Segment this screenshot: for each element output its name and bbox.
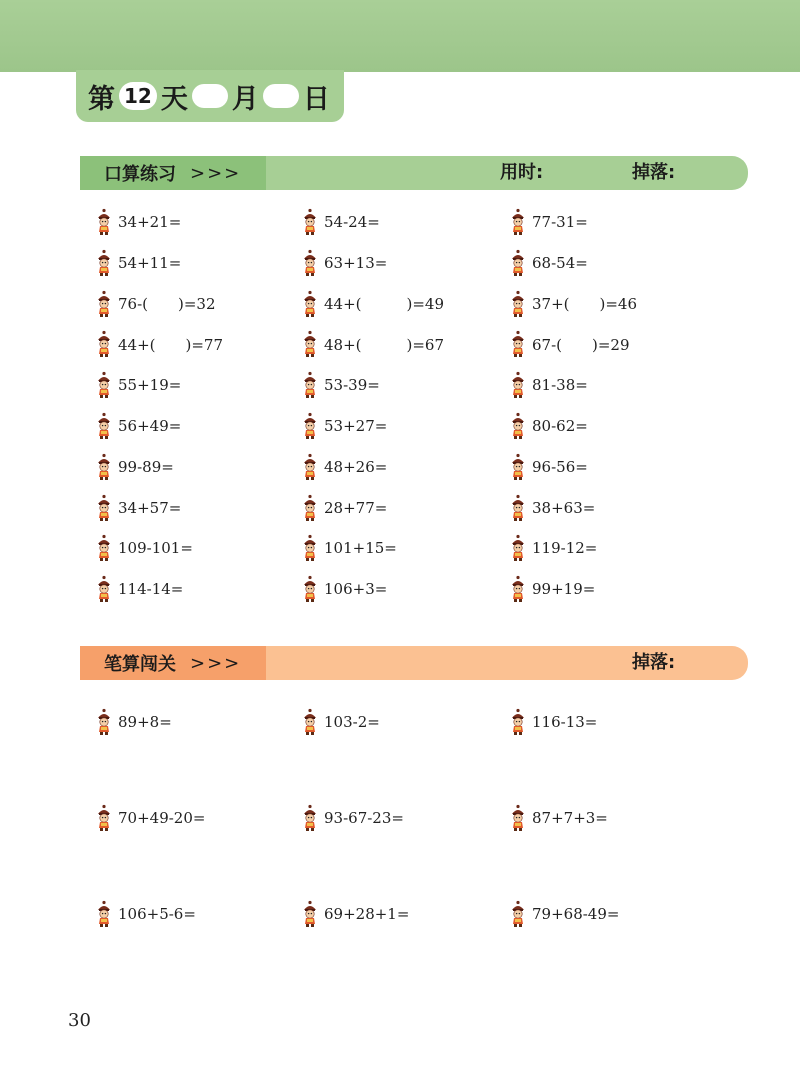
problem-text: 28+77= xyxy=(324,498,388,517)
problem-item xyxy=(510,534,597,562)
problem-text: 37+( )=46 xyxy=(532,295,638,314)
mascot-icon xyxy=(96,208,112,236)
problem-item xyxy=(302,494,387,522)
problem-item xyxy=(302,371,380,399)
mascot-icon xyxy=(302,708,318,736)
mascot-icon xyxy=(96,249,112,277)
problem-item xyxy=(302,804,404,832)
problem-text: 101+15= xyxy=(324,539,397,558)
mascot-icon xyxy=(96,804,112,832)
problem-text: 109-101= xyxy=(118,539,193,558)
oral-arrows: >>> xyxy=(190,162,242,184)
mascot-icon xyxy=(510,534,526,562)
problem-text: 114-14= xyxy=(118,580,184,599)
problem-item xyxy=(510,330,630,358)
problem-text: 99-89= xyxy=(118,457,174,476)
mascot-icon xyxy=(510,208,526,236)
mascot-icon xyxy=(510,453,526,481)
mascot-icon xyxy=(302,371,318,399)
problem-text: 77-31= xyxy=(532,213,588,231)
problem-text: 55+19= xyxy=(118,376,182,395)
problem-text: 44+( )=49 xyxy=(324,295,445,314)
mascot-icon xyxy=(510,371,526,399)
problem-item xyxy=(510,900,619,928)
mascot-icon xyxy=(510,575,526,603)
problem-text: 103-2= xyxy=(324,713,380,731)
problem-item xyxy=(510,290,637,318)
problem-item xyxy=(96,900,196,928)
problem-text: 48+26= xyxy=(324,457,388,476)
mascot-icon xyxy=(302,900,318,928)
oral-section-bar xyxy=(80,156,748,190)
problem-text: 70+49-20= xyxy=(118,809,206,827)
mascot-icon xyxy=(96,371,112,399)
written-section-bar xyxy=(80,646,748,680)
day-header xyxy=(76,70,344,122)
problem-item xyxy=(302,900,409,928)
problem-item xyxy=(302,575,387,603)
problem-text: 81-38= xyxy=(532,376,588,395)
problem-item xyxy=(510,412,588,440)
mascot-icon xyxy=(510,412,526,440)
problem-text: 99+19= xyxy=(532,580,596,599)
mascot-icon xyxy=(302,804,318,832)
problem-item xyxy=(510,208,588,236)
mascot-icon xyxy=(302,453,318,481)
mascot-icon xyxy=(96,494,112,522)
problem-text: 34+57= xyxy=(118,498,182,517)
problem-text: 54+11= xyxy=(118,253,182,272)
mascot-icon xyxy=(96,412,112,440)
oral-section-label xyxy=(80,156,266,190)
problem-item xyxy=(302,453,387,481)
oral-section-title: 口算练习 xyxy=(104,164,176,185)
day-prefix: 第 xyxy=(88,83,115,115)
mascot-icon xyxy=(302,208,318,236)
mascot-icon xyxy=(510,900,526,928)
day-number: 12 xyxy=(119,82,157,110)
problem-text: 106+5-6= xyxy=(118,905,196,923)
day-suffix: 天 xyxy=(160,83,188,115)
mascot-icon xyxy=(510,494,526,522)
mascot-icon xyxy=(510,708,526,736)
problem-item xyxy=(302,208,380,236)
month-blank xyxy=(192,84,228,108)
problem-text: 63+13= xyxy=(324,253,388,272)
problem-text: 67-( )=29 xyxy=(532,335,630,354)
mascot-icon xyxy=(96,290,112,318)
problem-text: 76-( )=32 xyxy=(118,295,216,314)
mascot-icon xyxy=(302,494,318,522)
problem-text: 53-39= xyxy=(324,376,380,395)
problem-item xyxy=(510,804,608,832)
mascot-icon xyxy=(302,290,318,318)
problem-item xyxy=(510,494,595,522)
problem-text: 56+49= xyxy=(118,417,182,435)
problem-item xyxy=(96,575,183,603)
problem-text: 119-12= xyxy=(532,539,598,558)
problem-item xyxy=(510,371,588,399)
problem-item xyxy=(302,708,380,736)
problem-item xyxy=(302,534,397,562)
problem-text: 89+8= xyxy=(118,713,172,731)
mascot-icon xyxy=(302,575,318,603)
problem-item xyxy=(510,453,588,481)
problem-item xyxy=(302,290,444,318)
problem-text: 44+( )=77 xyxy=(118,335,224,354)
problem-text: 53+27= xyxy=(324,417,388,435)
problem-item xyxy=(96,371,181,399)
problem-item xyxy=(96,330,223,358)
problem-text: 87+7+3= xyxy=(532,809,608,827)
problem-item xyxy=(96,412,181,440)
problem-item xyxy=(510,708,597,736)
oral-dropped-label: 掉落: xyxy=(632,162,676,183)
problem-text: 68-54= xyxy=(532,253,588,272)
mascot-icon xyxy=(96,453,112,481)
mascot-icon xyxy=(96,575,112,603)
problem-item xyxy=(96,453,174,481)
problem-item xyxy=(510,575,595,603)
problem-item xyxy=(96,708,172,736)
problem-item xyxy=(96,804,205,832)
problem-item xyxy=(96,494,181,522)
problem-text: 116-13= xyxy=(532,713,598,731)
mascot-icon xyxy=(510,249,526,277)
page-number: 30 xyxy=(68,1010,91,1031)
problem-item xyxy=(96,534,193,562)
problem-text: 96-56= xyxy=(532,457,588,476)
top-decorative-band xyxy=(0,0,800,72)
problem-text: 34+21= xyxy=(118,213,182,231)
problem-text: 80-62= xyxy=(532,417,588,435)
problem-item xyxy=(96,290,216,318)
mascot-icon xyxy=(510,290,526,318)
problem-text: 93-67-23= xyxy=(324,809,404,827)
date-label: 日 xyxy=(302,83,330,115)
problem-text: 69+28+1= xyxy=(324,905,410,923)
date-blank xyxy=(263,84,299,108)
month-label: 月 xyxy=(231,83,259,115)
problem-text: 79+68-49= xyxy=(532,905,620,923)
problem-item xyxy=(302,249,387,277)
problem-text: 38+63= xyxy=(532,498,596,517)
problem-item xyxy=(96,249,181,277)
mascot-icon xyxy=(96,534,112,562)
mascot-icon xyxy=(302,249,318,277)
mascot-icon xyxy=(510,804,526,832)
time-label: 用时: xyxy=(500,162,544,183)
problem-text: 106+3= xyxy=(324,580,388,599)
problem-item xyxy=(302,412,387,440)
mascot-icon xyxy=(302,330,318,358)
mascot-icon xyxy=(96,900,112,928)
problem-text: 54-24= xyxy=(324,213,380,231)
problem-text: 48+( )=67 xyxy=(324,335,445,354)
written-section-title: 笔算闯关 xyxy=(104,654,176,675)
mascot-icon xyxy=(302,412,318,440)
problem-item xyxy=(510,249,588,277)
mascot-icon xyxy=(510,330,526,358)
mascot-icon xyxy=(96,708,112,736)
mascot-icon xyxy=(96,330,112,358)
written-arrows: >>> xyxy=(190,652,242,674)
written-dropped-label: 掉落: xyxy=(632,652,676,673)
written-section-label xyxy=(80,646,266,680)
problem-item xyxy=(302,330,444,358)
problem-item xyxy=(96,208,181,236)
mascot-icon xyxy=(302,534,318,562)
